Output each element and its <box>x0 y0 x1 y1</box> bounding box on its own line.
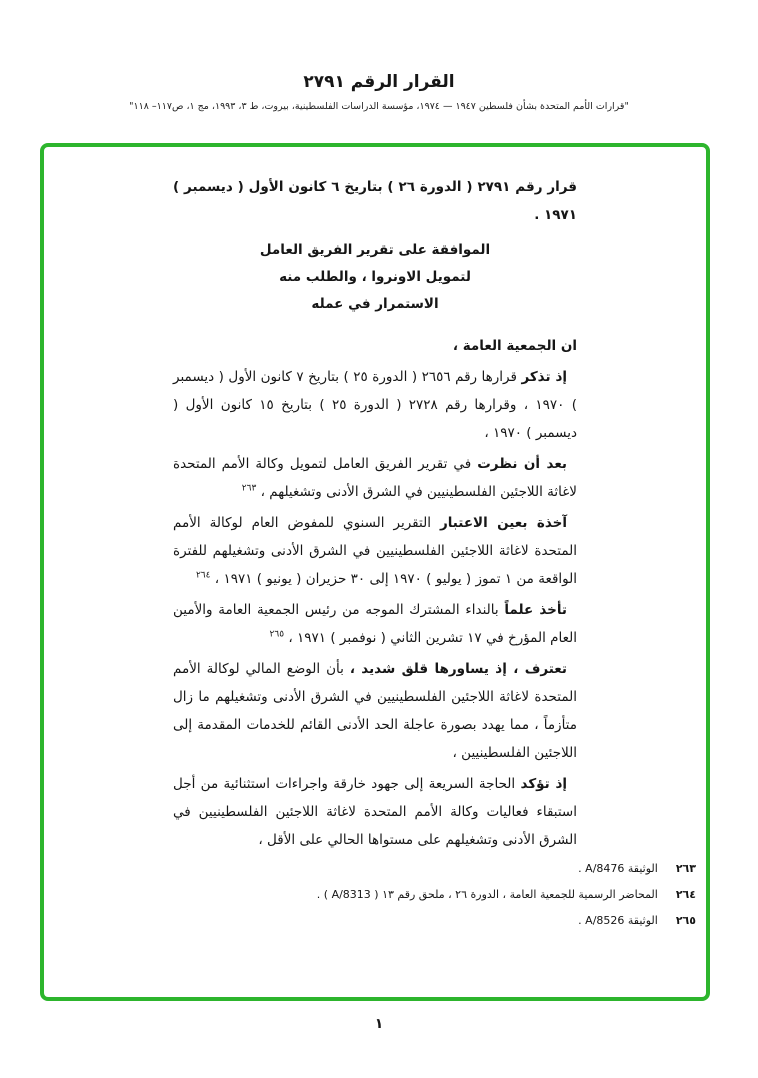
footnote-number: ٢٦٥ <box>675 914 696 927</box>
paragraph-lead: آخذة بعين الاعتبار <box>439 515 568 531</box>
paragraph-lead: إذ تذكر <box>521 369 568 385</box>
footnote-text: الوثيقة A/8526 . <box>578 914 658 927</box>
paragraph-lead: ان الجمعية العامة ، <box>452 338 577 354</box>
paragraph <box>173 596 577 652</box>
paragraph-text: في تقرير الفريق العامل لتمويل وكالة الأمم المتحدة لاغاثة اللاجئين الفلسطينيين في الشرق الأدنى وتشغيلهم ، <box>173 456 577 500</box>
paragraph <box>173 450 577 506</box>
paragraph-lead: إذ تؤكد <box>520 776 568 792</box>
paragraph <box>173 770 577 854</box>
paragraph-lead: بعد أن نظرت <box>477 456 568 472</box>
paragraph-text: الحاجة السريعة إلى جهود خارقة واجراءات استثنائية من أجل استبقاء فعاليات وكالة الأمم المتحدة لاغاثة اللاجئين الفلسطينيين في الشرق الأدنى وتشغيلهم على مستواها الحالي على الأقل ، <box>173 776 577 848</box>
footnote <box>58 909 696 933</box>
footnote-text: المحاضر الرسمية للجمعية العامة ، الدورة ٢٦ ، ملحق رقم ١٣ ( A/8313 ) . <box>316 888 658 901</box>
frame-inner <box>44 147 706 997</box>
document-title-line: الاستمرار في عمله <box>311 296 439 312</box>
paragraph-text: التقرير السنوي للمفوض العام لوكالة الأمم المتحدة لاغاثة اللاجئين الفلسطينيين في الشرق الأدنى وتشغيلهم للفترة الواقعة من ١ تموز ( يوليو ) ١٩٧٠ إلى ٣٠ حزيران ( يونيو ) ١٩٧١ ، <box>173 515 577 587</box>
paragraph-lead: تأخذ علماً <box>504 602 568 618</box>
footnote <box>58 857 696 881</box>
paragraph-lead: تعترف ، إذ يساورها قلق شديد ، <box>349 661 567 677</box>
document-title-line: لتمويل الاونروا ، والطلب منه <box>279 269 471 285</box>
content-frame <box>40 143 710 1001</box>
document-title-line: الموافقة على تقرير الفريق العامل <box>259 242 491 258</box>
document-title <box>173 237 577 318</box>
resolution-body <box>173 147 577 857</box>
paragraph-text: بأن الوضع المالي لوكالة الأمم المتحدة لاغاثة اللاجئين الفلسطينيين في الشرق الأدنى وتشغيلهم ما زال متأزماً ، مما يهدد بصورة عاجلة الحد الأدنى القائم للخدمات المقدمة إلى اللاجئين الفلسطينيين ، <box>173 661 577 761</box>
footnote <box>58 883 696 907</box>
paragraph-text: بالنداء المشترك الموجه من رئيس الجمعية العامة والأمين العام المؤرخ في ١٧ تشرين الثاني ( نوفمبر ) ١٩٧١ ، <box>173 602 577 646</box>
page-title: القرار الرقم ٢٧٩١ <box>303 72 455 92</box>
paragraph-text: قرارها رقم ٢٦٥٦ ( الدورة ٢٥ ) بتاريخ ٧ كانون الأول ( ديسمبر ) ١٩٧٠ ، وقرارها رقم ٢٧٢٨ ( الدورة ٢٥ ) بتاريخ ١٥ كانون الأول ( ديسمبر ) ١٩٧٠ ، <box>173 369 578 441</box>
resolution-intro: قرار رقم ٢٧٩١ ( الدورة ٢٦ ) بتاريخ ٦ كانون الأول ( ديسمبر ) ١٩٧١ . <box>173 179 578 223</box>
footnote-number: ٢٦٣ <box>675 862 696 875</box>
paragraph <box>173 509 577 593</box>
footnote-text: الوثيقة A/8476 . <box>578 862 658 875</box>
paragraph <box>173 332 577 360</box>
footnote-ref: ٢٦٥ <box>269 629 285 640</box>
source-citation: "قرارات الأمم المتحدة بشأن فلسطين ١٩٤٧ — ١٩٧٤، مؤسسة الدراسات الفلسطينية، بيروت، ط ٣، ١٩٩٣، مج ١، ص١١٧– ١١٨" <box>129 101 629 112</box>
footnote-number: ٢٦٤ <box>675 888 696 901</box>
page-number: ١ <box>374 1016 384 1032</box>
paragraph <box>173 363 577 447</box>
page-header <box>0 72 758 112</box>
footnote-ref: ٢٦٤ <box>195 570 211 581</box>
footnote-ref: ٢٦٣ <box>241 483 257 494</box>
paragraph <box>173 655 577 767</box>
footnotes-section <box>44 857 706 935</box>
